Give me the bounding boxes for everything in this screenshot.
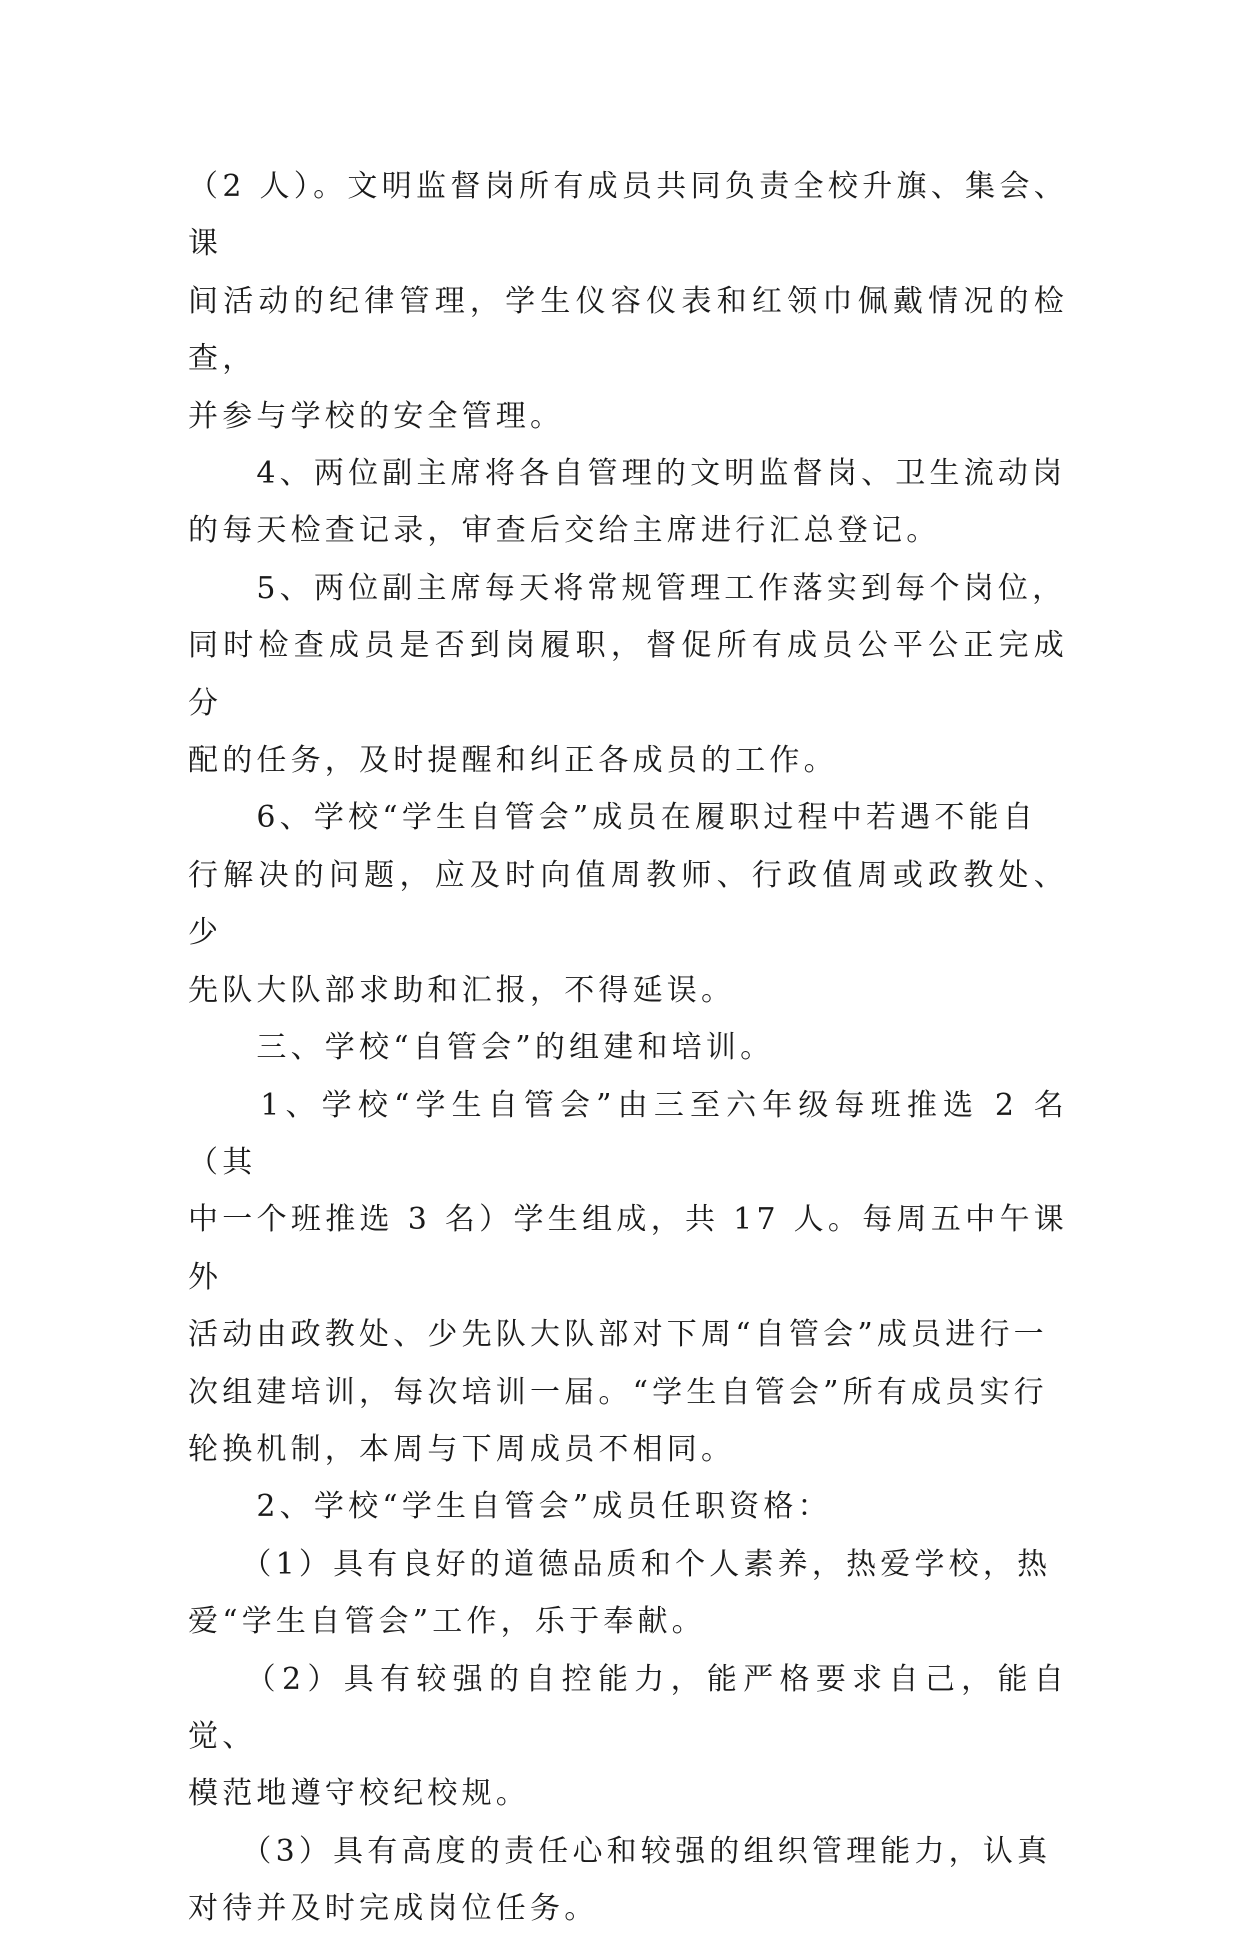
paragraph-item-5: 5、两位副主席每天将常规管理工作落实到每个岗位， 同时检查成员是否到岗履职，督促所有成员公平公正完成分 配的任务，及时提醒和纠正各成员的工作。 bbox=[188, 570, 1068, 779]
paragraph-item-4: 4、两位副主席将各自管理的文明监督岗、卫生流动岗 的每天检查记录，审查后交给主席进行汇总登记。 bbox=[188, 456, 1067, 549]
paragraph-item-6: 6、学校“学生自管会”成员在履职过程中若遇不能自 行解决的问题，应及时向值周教师、行政值周或政教处、少 先队大队部求助和汇报，不得延误。 bbox=[188, 800, 1068, 1008]
paragraph-sub-item-3: （3）具有高度的责任心和较强的组织管理能力，认真 对待并及时完成岗位任务。 bbox=[188, 1833, 1052, 1927]
paragraph-continuation: （2 人）。文明监督岗所有成员共同负责全校升旗、集会、课 间活动的纪律管理，学生仪容仪表和红领巾佩戴情况的检查， 并参与学校的安全管理。 bbox=[188, 169, 1068, 434]
paragraph-sub-item-2: （2）具有较强的自控能力，能严格要求自己，能自觉、 模范地遵守校纪校规。 bbox=[188, 1661, 1068, 1812]
section-heading-3: 三、学校“自管会”的组建和培训。 bbox=[188, 1030, 775, 1066]
paragraph-item-2: 2、学校“学生自管会”成员任职资格： bbox=[188, 1489, 832, 1525]
document-body bbox=[188, 158, 1068, 1938]
paragraph-item-1: 1、学校“学生自管会”由三至六年级每班推选 2 名（其 中一个班推选 3 名）学生组成，共 17 人。每周五中午课外 活动由政教处、少先队大队部对下周“自管会”成员进行一 次组建培训，每次培训一届。“学生自管会”所有成员实行 轮换机制，本周与下周成员不相同。 bbox=[188, 1087, 1068, 1467]
paragraph-sub-item-1: （1）具有良好的道德品质和个人素养，热爱学校，热 爱“学生自管会”工作，乐于奉献。 bbox=[188, 1546, 1052, 1640]
